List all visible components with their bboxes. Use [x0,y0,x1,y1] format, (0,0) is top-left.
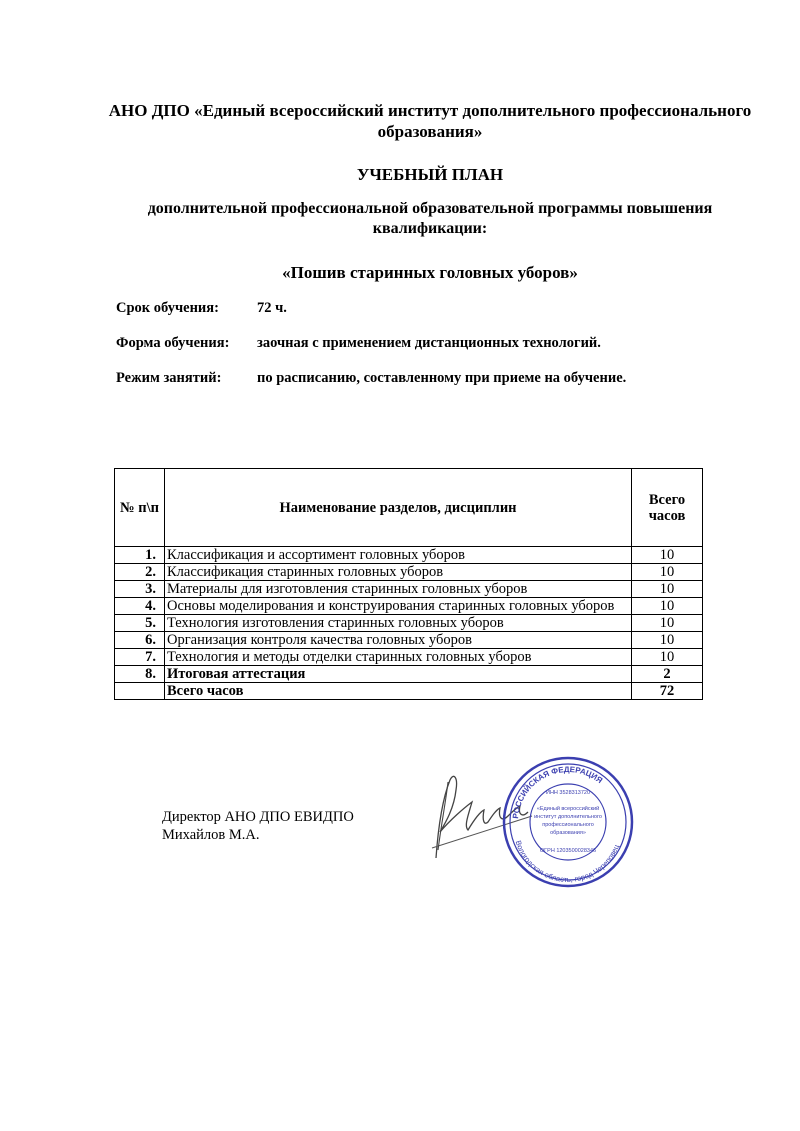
form-label: Форма обучения: [116,335,230,351]
row-name: Организация контроля качества головных уборов [165,632,632,649]
row-number: 5. [115,615,165,632]
signature-block [162,808,354,844]
duration-label: Срок обучения: [116,300,219,316]
stamp-bottom-text: Вологодская область, город Череповец [513,839,621,885]
program-subtitle: дополнительной профессиональной образовательной программы повышения квалификации: [147,200,713,237]
director-name: Михайлов М.А. [162,827,260,843]
header-hours-text: Всего часов [648,491,686,524]
table-row [115,649,703,666]
header-hours [632,469,703,547]
schedule-label: Режим занятий: [116,370,222,386]
row-number: 6. [115,632,165,649]
stamp-center-line-3: профессионального [542,822,594,828]
total-label: Всего часов [165,683,632,700]
stamp-center-line-1: «Единый всероссийский [536,806,600,812]
stamp-outer-text: РОССИЙСКАЯ ФЕДЕРАЦИЯ [511,764,605,820]
stamp-center-line-4: образования» [550,830,586,836]
row-number: 7. [115,649,165,666]
row-name: Основы моделирования и конструирования старинных головных уборов [165,598,632,615]
schedule-value: по расписанию, составленному при приеме на обучение. [257,370,627,386]
row-number: 3. [115,581,165,598]
table-row [115,547,703,564]
row-hours: 10 [632,564,703,581]
row-name: Классификация старинных головных уборов [165,564,632,581]
row-number: 1. [115,547,165,564]
row-hours: 10 [632,598,703,615]
organization-stamp [500,754,636,890]
form-value: заочная с применением дистанционных технологий. [257,335,601,351]
director-position: Директор АНО ДПО ЕВИДПО [162,809,354,825]
row-number: 4. [115,598,165,615]
stamp-center-line-2: институт дополнительного [534,814,602,820]
row-name: Материалы для изготовления старинных головных уборов [165,581,632,598]
form-row [116,335,601,352]
row-name: Технология изготовления старинных головных уборов [165,615,632,632]
row-name: Классификация и ассортимент головных уборов [165,547,632,564]
row-hours: 10 [632,581,703,598]
table-row [115,598,703,615]
stamp-ogrn: ОГРН 1203500028346 [539,848,597,854]
table-row [115,615,703,632]
document-title: УЧЕБНЫЙ ПЛАН [356,165,504,184]
duration-row [116,300,287,317]
stamp-inn: ИНН 3528313720 [545,790,591,796]
row-hours: 2 [632,666,703,683]
curriculum-table [114,468,703,700]
header-number: № п\п [115,469,165,547]
row-number: 8. [115,666,165,683]
row-number: 2. [115,564,165,581]
duration-value: 72 ч. [257,300,287,316]
row-name: Технология и методы отделки старинных головных уборов [165,649,632,666]
table-row [115,632,703,649]
row-hours: 10 [632,649,703,666]
header-name: Наименование разделов, дисциплин [165,469,632,547]
row-hours: 10 [632,547,703,564]
schedule-row [116,370,627,387]
course-name: «Пошив старинных головных уборов» [282,263,578,282]
total-row [115,683,703,700]
total-number-cell [115,683,165,700]
table-row [115,564,703,581]
total-hours: 72 [632,683,703,700]
row-name: Итоговая аттестация [165,666,632,683]
organization-title: АНО ДПО «Единый всероссийский институт дополнительного профессионального образования» [108,101,752,141]
table-header-row [115,469,703,547]
row-hours: 10 [632,615,703,632]
row-hours: 10 [632,632,703,649]
table-row [115,581,703,598]
table-row [115,666,703,683]
